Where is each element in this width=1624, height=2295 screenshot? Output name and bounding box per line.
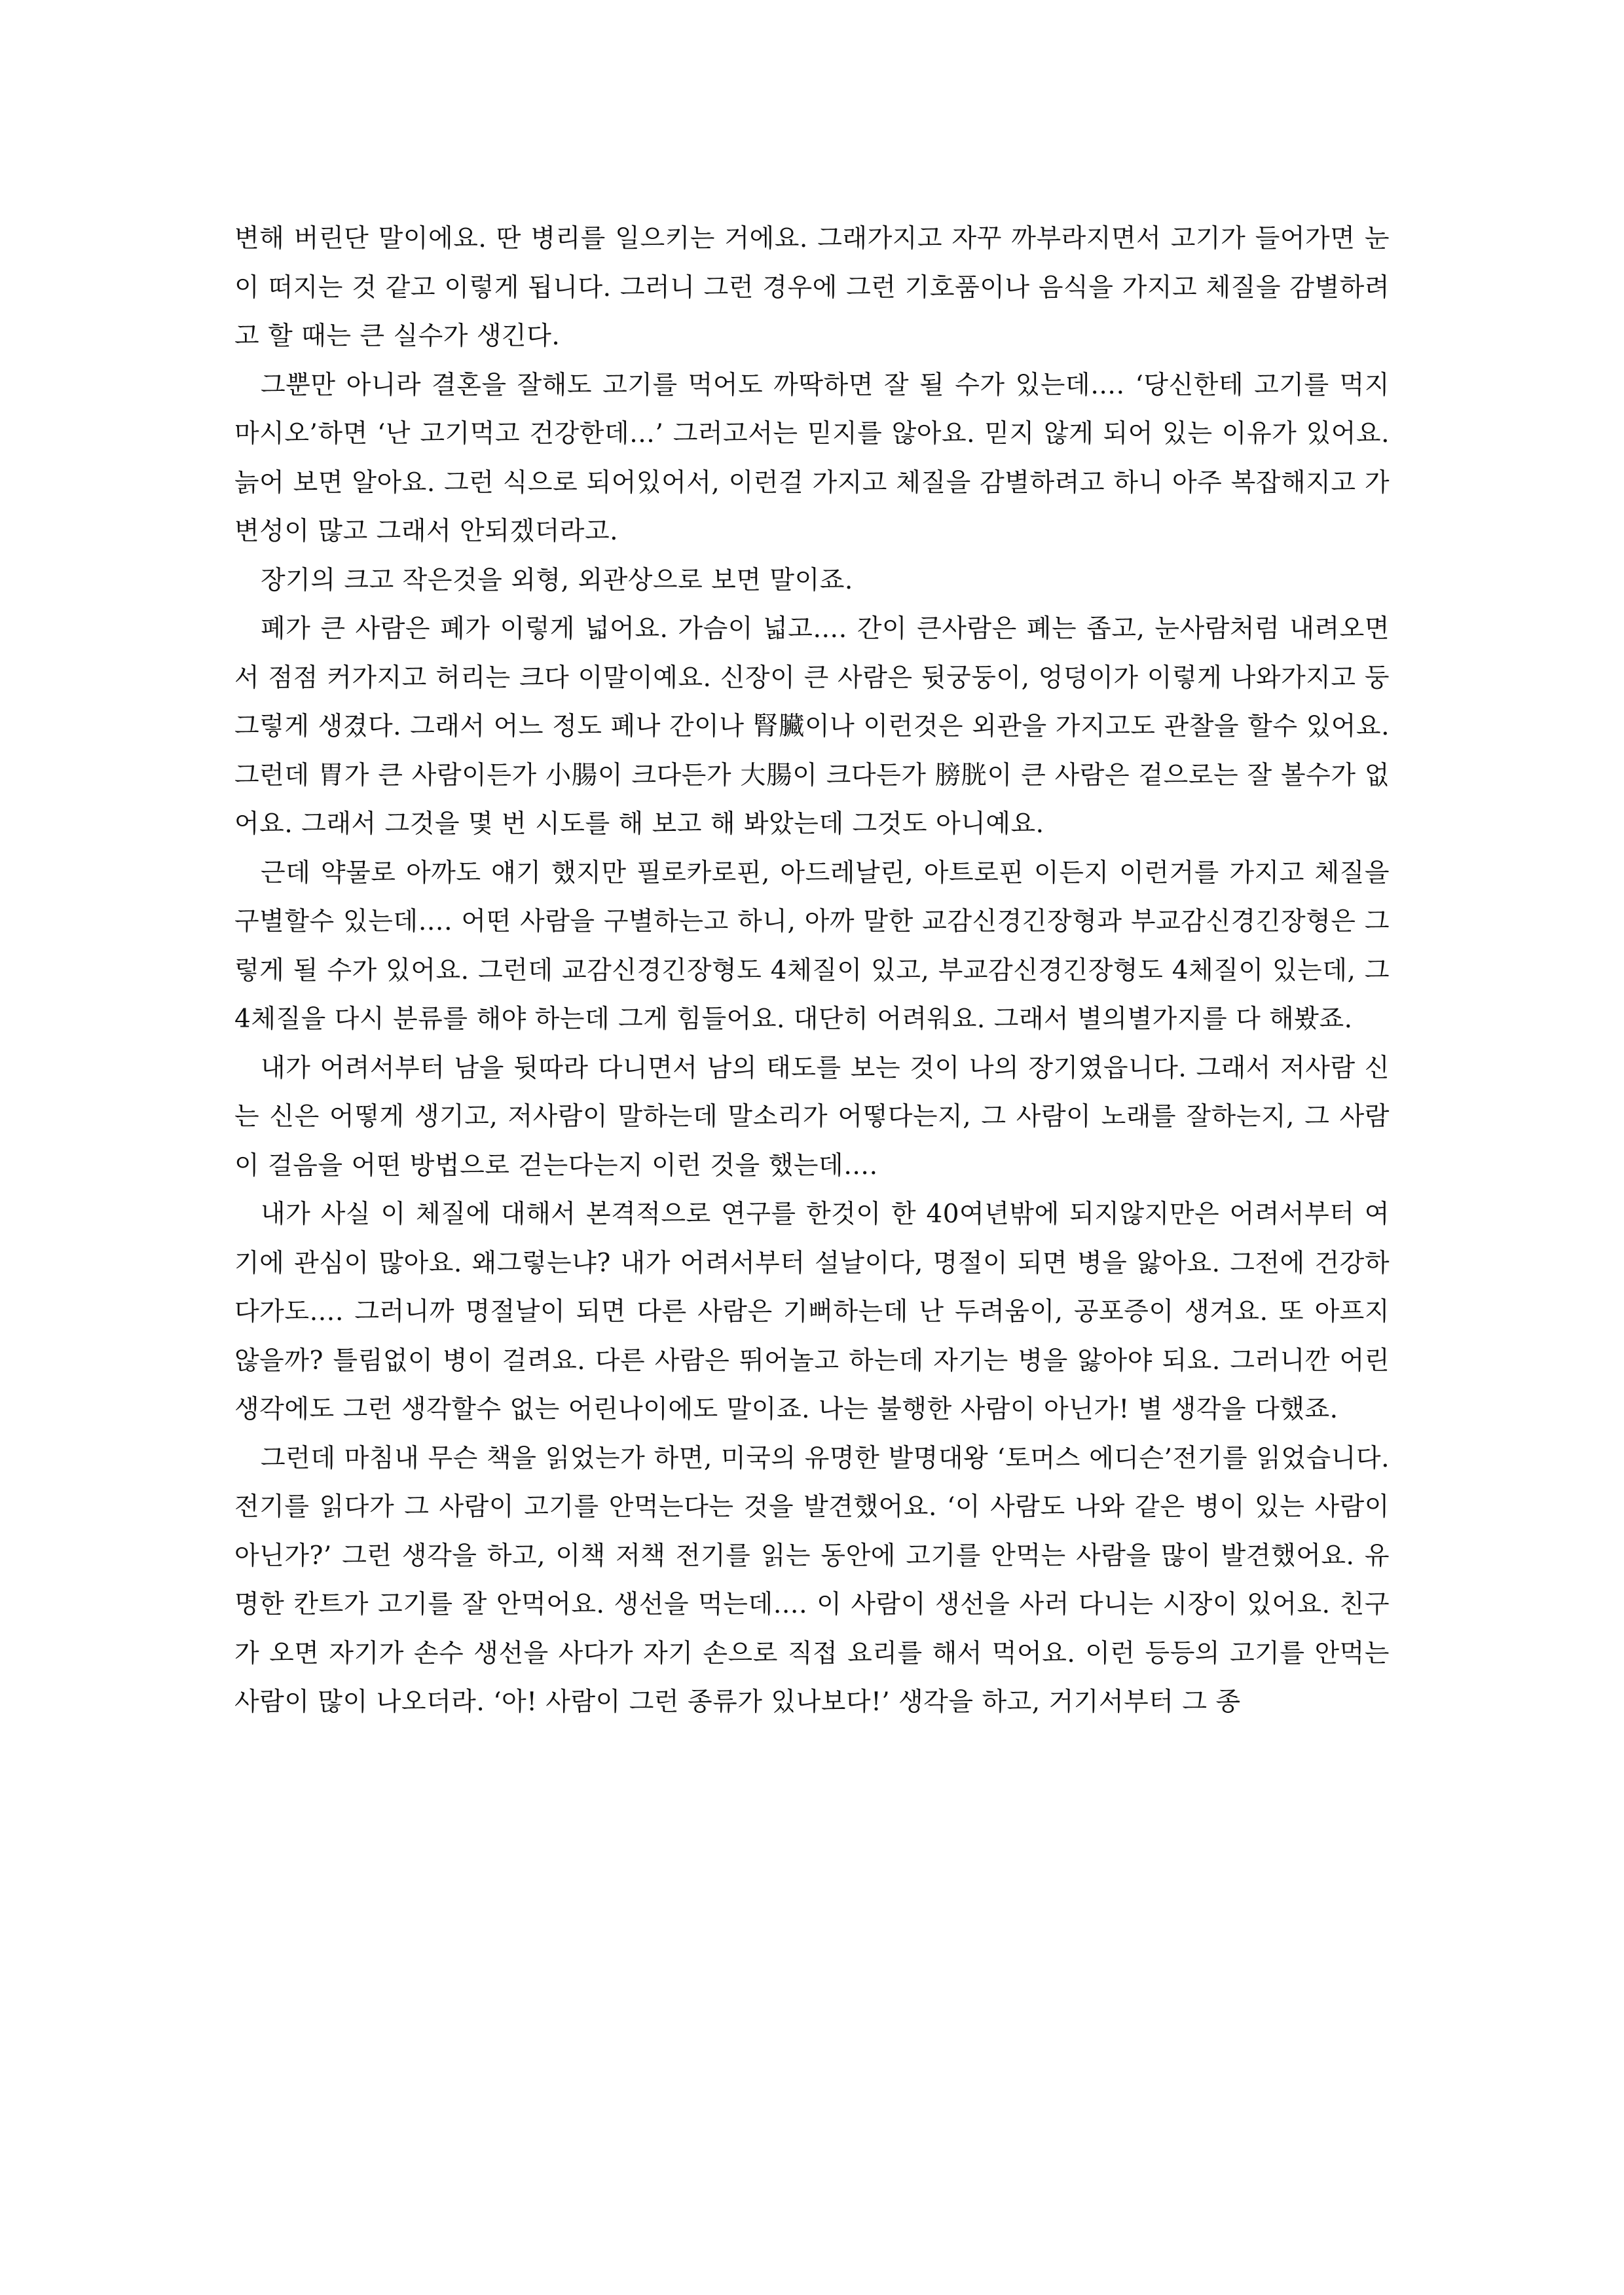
paragraph-5: 근데 약물로 아까도 얘기 했지만 필로카로핀, 아드레날린, 아트로핀 이든지 이런거를 가지고 체질을 구별할수 있는데…. 어떤 사람을 구별하는고 하니, 아까 말한 교감신경긴장형과 부교감신경긴장형은 그렇게 될 수가 있어요. 그런데 교감신경긴장형도 4체질이 있고, 부교감신경긴장형도 4체질이 있는데, 그 4체질을 다시 분류를 해야 하는데 그게 힘들어요. 대단히 어려워요. 그래서 별의별가지를 다 해봤죠.	[234, 858, 1390, 1034]
paragraph-1: 변해 버린단 말이에요. 딴 병리를 일으키는 거에요. 그래가지고 자꾸 까부라지면서 고기가 들어가면 눈이 떠지는 것 같고 이렇게 됩니다. 그러니 그런 경우에 그런 기호품이나 음식을 가지고 체질을 감별하려고 할 때는 큰 실수가 생긴다.	[234, 224, 1390, 351]
paragraph-8: 그런데 마침내 무슨 책을 읽었는가 하면, 미국의 유명한 발명대왕 ‘토머스 에디슨’전기를 읽었습니다. 전기를 읽다가 그 사람이 고기를 안먹는다는 것을 발견했어요. ‘이 사람도 나와 같은 병이 있는 사람이 아닌가?’ 그런 생각을 하고, 이책 저책 전기를 읽는 동안에 고기를 안먹는 사람을 많이 발견했어요. 유명한 칸트가 고기를 잘 안먹어요. 생선을 먹는데…. 이 사람이 생선을 사러 다니는 시장이 있어요. 친구가 오면 자기가 손수 생선을 사다가 자기 손으로 직접 요리를 해서 먹어요. 이런 등등의 고기를 안먹는 사람이 많이 나오더라. ‘아! 사람이 그런 종류가 있나보다!’ 생각을 하고, 거기서부터 그 종	[234, 1443, 1390, 1717]
paragraph-4: 폐가 큰 사람은 폐가 이렇게 넓어요. 가슴이 넓고…. 간이 큰사람은 폐는 좁고, 눈사람처럼 내려오면서 점점 커가지고 허리는 크다 이말이예요. 신장이 큰 사람은 뒷궁둥이, 엉덩이가 이렇게 나와가지고 둥그렇게 생겼다. 그래서 어느 정도 폐나 간이나 腎臟이나 이런것은 외관을 가지고도 관찰을 할수 있어요. 그런데 胃가 큰 사람이든가 小腸이 크다든가 大腸이 크다든가 膀胱이 큰 사람은 겉으로는 잘 볼수가 없어요. 그래서 그것을 몇 번 시도를 해 보고 해 봐았는데 그것도 아니예요.	[234, 614, 1390, 839]
paragraph-3: 장기의 크고 작은것을 외형, 외관상으로 보면 말이죠.	[261, 565, 853, 595]
document-body	[234, 215, 1390, 1727]
paragraph-6: 내가 어려서부터 남을 뒷따라 다니면서 남의 태도를 보는 것이 나의 장기였읍니다. 그래서 저사람 신는 신은 어떻게 생기고, 저사람이 말하는데 말소리가 어떻다는지, 그 사람이 노래를 잘하는지, 그 사람이 걸음을 어떤 방법으로 걷는다는지 이런 것을 했는데….	[234, 1053, 1390, 1181]
paragraph-2: 그뿐만 아니라 결혼을 잘해도 고기를 먹어도 까딱하면 잘 될 수가 있는데…. ‘당신한테 고기를 먹지 마시오’하면 ‘난 고기먹고 건강한데…’ 그러고서는 믿지를 않아요. 믿지 않게 되어 있는 이유가 있어요. 늙어 보면 알아요. 그런 식으로 되어있어서, 이런걸 가지고 체질을 감별하려고 하니 아주 복잡해지고 가변성이 많고 그래서 안되겠더라고.	[234, 370, 1390, 546]
paragraph-7: 내가 사실 이 체질에 대해서 본격적으로 연구를 한것이 한 40여년밖에 되지않지만은 어려서부터 여기에 관심이 많아요. 왜그렇는냐? 내가 어려서부터 설날이다, 명절이 되면 병을 앓아요. 그전에 건강하다가도…. 그러니까 명절날이 되면 다른 사람은 기뻐하는데 난 두려움이, 공포증이 생겨요. 또 아프지 않을까? 틀림없이 병이 걸려요. 다른 사람은 뛰어놀고 하는데 자기는 병을 앓아야 되요. 그러니깐 어린 생각에도 그런 생각할수 없는 어린나이에도 말이죠. 나는 불행한 사람이 아닌가! 별 생각을 다했죠.	[234, 1200, 1390, 1424]
